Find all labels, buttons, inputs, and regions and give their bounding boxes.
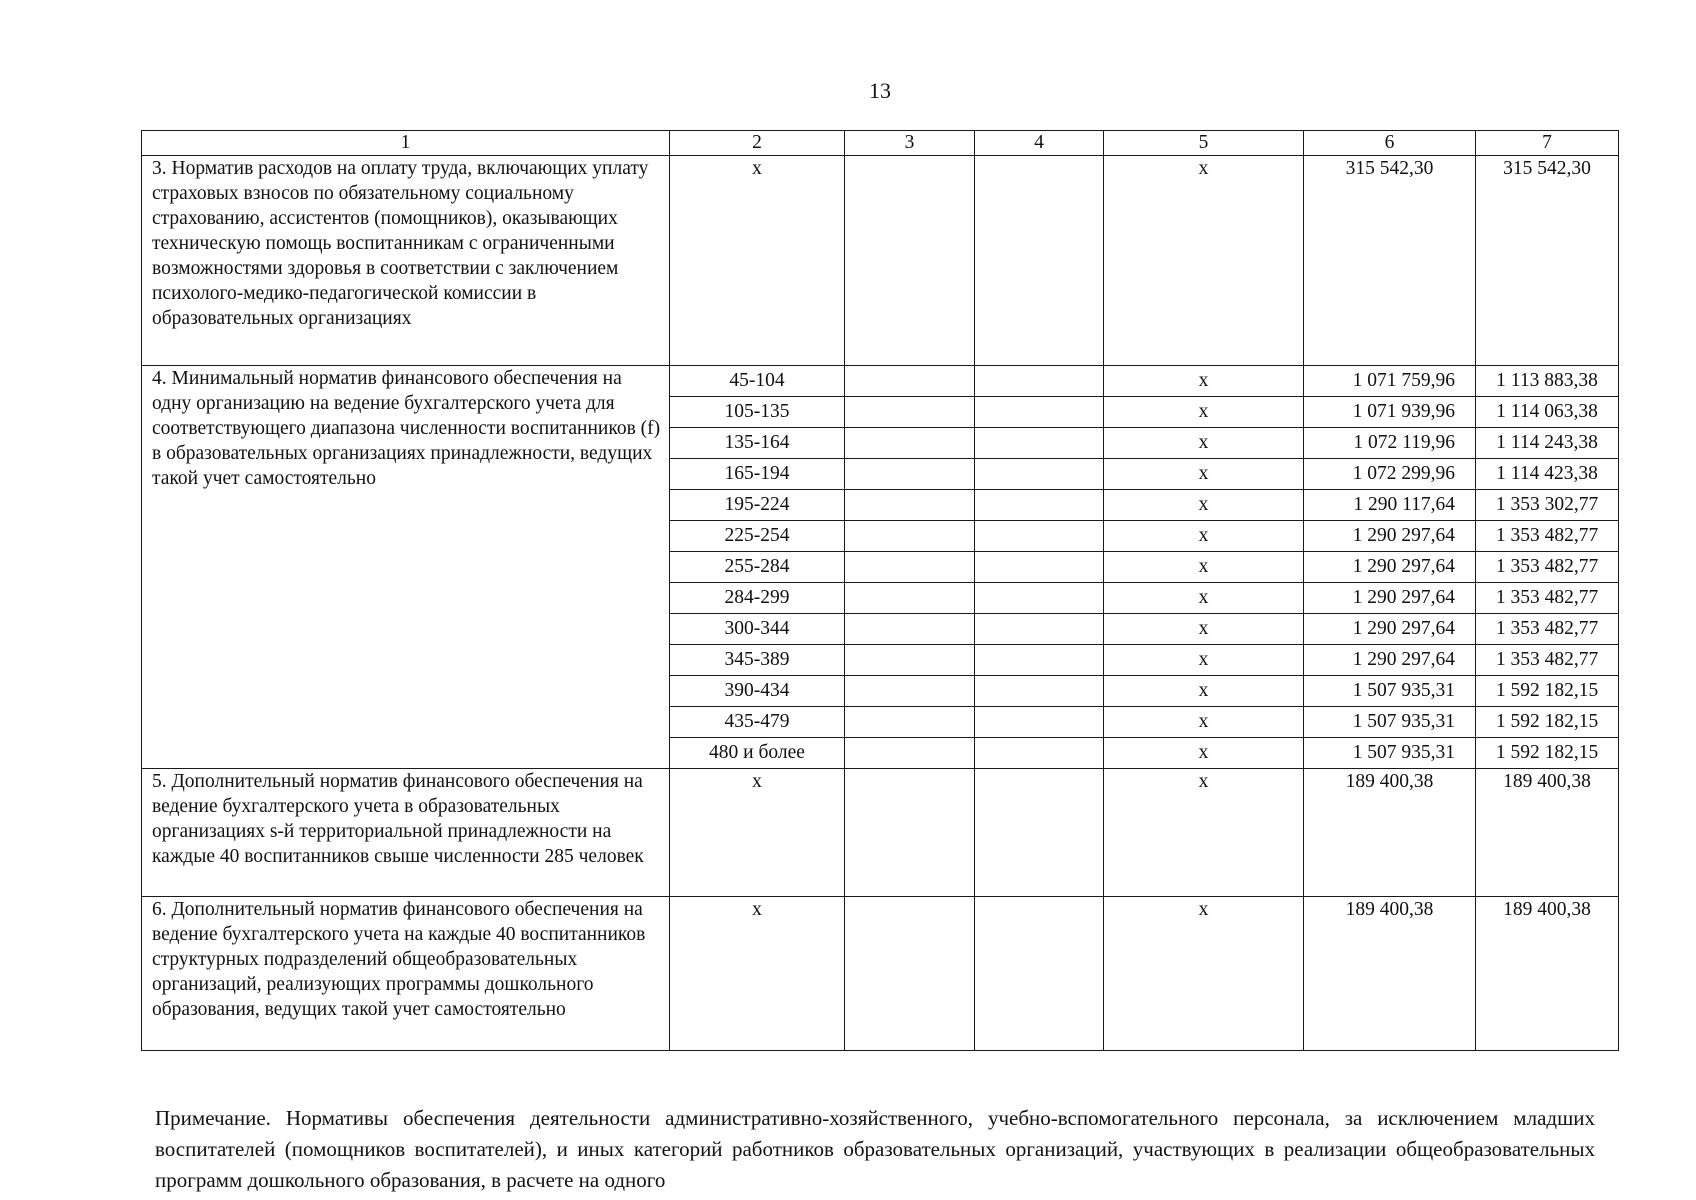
empty-cell — [975, 707, 1104, 738]
header-col-1: 1 — [142, 131, 670, 156]
range-col6: 1 290 117,64 — [1304, 490, 1476, 521]
range-cell: 435-479 — [670, 707, 845, 738]
range-col7: 1 353 302,77 — [1476, 490, 1619, 521]
page-number: 13 — [869, 78, 891, 103]
empty-cell — [975, 738, 1104, 769]
range-cell: 480 и более — [670, 738, 845, 769]
norms-table — [141, 130, 1619, 1051]
range-cell: 300-344 — [670, 614, 845, 645]
range-col7: 1 353 482,77 — [1476, 614, 1619, 645]
range-cell: 284-299 — [670, 583, 845, 614]
section3-col7: 315 542,30 — [1476, 156, 1619, 366]
empty-cell — [975, 583, 1104, 614]
empty-cell — [975, 428, 1104, 459]
range-col5: х — [1104, 707, 1304, 738]
header-col-5: 5 — [1104, 131, 1304, 156]
empty-cell — [845, 521, 975, 552]
range-cell: 135-164 — [670, 428, 845, 459]
empty-cell — [845, 552, 975, 583]
section5-col2: х — [670, 769, 845, 897]
range-col7: 1 114 423,38 — [1476, 459, 1619, 490]
range-col7: 1 353 482,77 — [1476, 521, 1619, 552]
empty-cell — [845, 676, 975, 707]
empty-cell — [845, 490, 975, 521]
range-col5: х — [1104, 490, 1304, 521]
range-col7: 1 592 182,15 — [1476, 676, 1619, 707]
section6-col5: х — [1104, 897, 1304, 1051]
range-col6: 1 072 299,96 — [1304, 459, 1476, 490]
empty-cell — [845, 428, 975, 459]
empty-cell — [975, 552, 1104, 583]
range-col6: 1 290 297,64 — [1304, 552, 1476, 583]
range-col7: 1 592 182,15 — [1476, 738, 1619, 769]
range-col6: 1 507 935,31 — [1304, 738, 1476, 769]
range-col7: 1 592 182,15 — [1476, 707, 1619, 738]
range-cell: 45-104 — [670, 366, 845, 397]
range-cell: 165-194 — [670, 459, 845, 490]
range-col6: 1 290 297,64 — [1304, 645, 1476, 676]
range-cell: 195-224 — [670, 490, 845, 521]
empty-cell — [975, 521, 1104, 552]
section6-col7: 189 400,38 — [1476, 897, 1619, 1051]
range-col6: 1 290 297,64 — [1304, 521, 1476, 552]
section6-col6: 189 400,38 — [1304, 897, 1476, 1051]
section3-col5: х — [1104, 156, 1304, 366]
range-col5: х — [1104, 583, 1304, 614]
header-col-2: 2 — [670, 131, 845, 156]
section3-col3 — [845, 156, 975, 366]
section4-description: 4. Минимальный норматив финансового обеспечения на одну организацию на ведение бухгалтерского учета для соответствующего диапазона численности воспитанников (f) в образовательных организациях принадлежности, ведущих такой учет самостоятельно — [142, 366, 670, 769]
table-header-row — [142, 131, 1619, 156]
range-col5: х — [1104, 397, 1304, 428]
empty-cell — [975, 676, 1104, 707]
range-col7: 1 113 883,38 — [1476, 366, 1619, 397]
range-col5: х — [1104, 552, 1304, 583]
section5-description: 5. Дополнительный норматив финансового обеспечения на ведение бухгалтерского учета в образовательных организациях s-й территориальной принадлежности на каждые 40 воспитанников свыше численности 285 человек — [142, 769, 670, 897]
range-col6: 1 507 935,31 — [1304, 707, 1476, 738]
empty-cell — [975, 490, 1104, 521]
range-col6: 1 290 297,64 — [1304, 583, 1476, 614]
range-cell: 390-434 — [670, 676, 845, 707]
range-col5: х — [1104, 645, 1304, 676]
range-col7: 1 353 482,77 — [1476, 552, 1619, 583]
empty-cell — [975, 614, 1104, 645]
empty-cell — [845, 366, 975, 397]
section5-row — [142, 769, 1619, 897]
empty-cell — [845, 583, 975, 614]
range-col7: 1 114 063,38 — [1476, 397, 1619, 428]
range-col5: х — [1104, 366, 1304, 397]
range-cell: 105-135 — [670, 397, 845, 428]
range-col6: 1 071 939,96 — [1304, 397, 1476, 428]
range-col6: 1 072 119,96 — [1304, 428, 1476, 459]
section5-col7: 189 400,38 — [1476, 769, 1619, 897]
range-col7: 1 353 482,77 — [1476, 583, 1619, 614]
section6-description: 6. Дополнительный норматив финансового обеспечения на ведение бухгалтерского учета на каждые 40 воспитанников структурных подразделений общеобразовательных организаций, реализующих программы дошкольного образования, ведущих такой учет самостоятельно — [142, 897, 670, 1051]
header-col-3: 3 — [845, 131, 975, 156]
section6-row — [142, 897, 1619, 1051]
section5-col6: 189 400,38 — [1304, 769, 1476, 897]
range-col6: 1 290 297,64 — [1304, 614, 1476, 645]
header-col-4: 4 — [975, 131, 1104, 156]
section3-col4 — [975, 156, 1104, 366]
empty-cell — [845, 707, 975, 738]
range-col5: х — [1104, 614, 1304, 645]
empty-cell — [845, 769, 975, 897]
range-col7: 1 114 243,38 — [1476, 428, 1619, 459]
empty-cell — [845, 397, 975, 428]
range-col6: 1 507 935,31 — [1304, 676, 1476, 707]
empty-cell — [975, 769, 1104, 897]
header-col-6: 6 — [1304, 131, 1476, 156]
note-paragraph: Примечание. Нормативы обеспечения деятельности административно-хозяйственного, учебно-вспомогательного персонала, за исключением младших воспитателей (помощников воспитателей), и иных категорий работников образовательных организаций, участвующих в реализации общеобразовательных программ дошкольного образования, в расчете на одного — [155, 1106, 1595, 1192]
range-cell: 225-254 — [670, 521, 845, 552]
header-col-7: 7 — [1476, 131, 1619, 156]
empty-cell — [845, 645, 975, 676]
empty-cell — [975, 897, 1104, 1051]
section3-description: 3. Норматив расходов на оплату труда, включающих уплату страховых взносов по обязательному социальному страхованию, ассистентов (помощников), оказывающих техническую помощь воспитанникам с ограниченными возможностями здоровья в соответствии с заключением психолого-медико-педагогической комиссии в образовательных организациях — [142, 156, 670, 366]
empty-cell — [845, 459, 975, 490]
empty-cell — [845, 738, 975, 769]
section4-row — [142, 366, 1619, 397]
empty-cell — [975, 366, 1104, 397]
empty-cell — [975, 645, 1104, 676]
section6-col2: х — [670, 897, 845, 1051]
section5-col5: х — [1104, 769, 1304, 897]
empty-cell — [975, 397, 1104, 428]
empty-cell — [845, 614, 975, 645]
range-col5: х — [1104, 676, 1304, 707]
section3-row — [142, 156, 1619, 366]
section3-col2: х — [670, 156, 845, 366]
range-cell: 255-284 — [670, 552, 845, 583]
range-col6: 1 071 759,96 — [1304, 366, 1476, 397]
empty-cell — [845, 897, 975, 1051]
section3-col6: 315 542,30 — [1304, 156, 1476, 366]
range-cell: 345-389 — [670, 645, 845, 676]
range-col5: х — [1104, 521, 1304, 552]
range-col5: х — [1104, 428, 1304, 459]
range-col5: х — [1104, 738, 1304, 769]
range-col7: 1 353 482,77 — [1476, 645, 1619, 676]
empty-cell — [975, 459, 1104, 490]
range-col5: х — [1104, 459, 1304, 490]
